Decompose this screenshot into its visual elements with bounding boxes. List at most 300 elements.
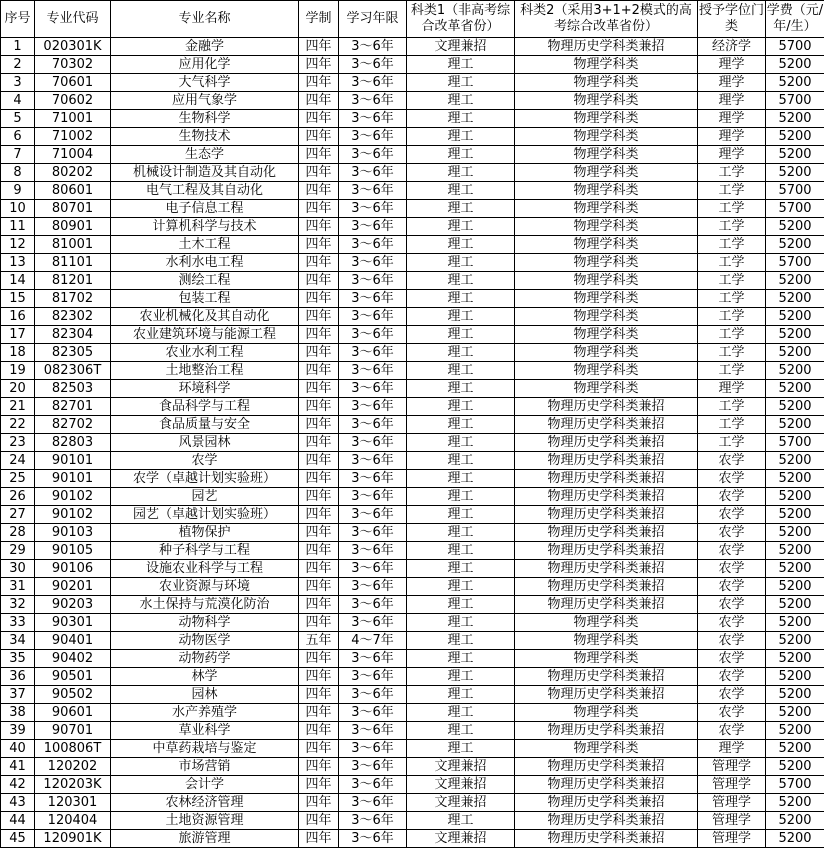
table-row [1, 56, 824, 74]
cell-seq: 36 [1, 668, 35, 686]
cell-fee: 5200 [766, 542, 824, 560]
cell-seq: 41 [1, 758, 35, 776]
table-row [1, 110, 824, 128]
cell-duration: 四年 [299, 434, 339, 452]
cell-years: 3～6年 [339, 398, 407, 416]
cell-seq: 25 [1, 470, 35, 488]
cell-category-2: 物理学科类 [515, 344, 698, 362]
cell-code: 90601 [35, 704, 111, 722]
cell-duration: 四年 [299, 272, 339, 290]
table-row [1, 164, 824, 182]
cell-seq: 5 [1, 110, 35, 128]
cell-category-2: 物理历史学科类兼招 [515, 668, 698, 686]
cell-category-2: 物理学科类 [515, 380, 698, 398]
cell-duration: 四年 [299, 614, 339, 632]
cell-category-1: 理工 [407, 686, 515, 704]
cell-years: 3～6年 [339, 794, 407, 812]
cell-category-2: 物理历史学科类兼招 [515, 578, 698, 596]
cell-code: 82503 [35, 380, 111, 398]
cell-fee: 5200 [766, 830, 824, 848]
cell-code: 82803 [35, 434, 111, 452]
cell-duration: 四年 [299, 596, 339, 614]
cell-category-2: 物理学科类 [515, 704, 698, 722]
cell-category-2: 物理历史学科类兼招 [515, 812, 698, 830]
cell-name: 机械设计制造及其自动化 [111, 164, 299, 182]
cell-category-2: 物理历史学科类兼招 [515, 470, 698, 488]
cell-category-1: 理工 [407, 470, 515, 488]
cell-category-1: 理工 [407, 272, 515, 290]
cell-years: 3～6年 [339, 470, 407, 488]
cell-years: 3～6年 [339, 416, 407, 434]
cell-degree: 理学 [698, 74, 766, 92]
cell-name: 应用化学 [111, 56, 299, 74]
cell-years: 3～6年 [339, 542, 407, 560]
cell-fee: 5200 [766, 164, 824, 182]
cell-years: 3～6年 [339, 362, 407, 380]
cell-category-2: 物理学科类 [515, 110, 698, 128]
cell-code: 80701 [35, 200, 111, 218]
header-name: 专业名称 [111, 1, 299, 38]
table-row [1, 146, 824, 164]
cell-category-1: 理工 [407, 200, 515, 218]
table-row [1, 254, 824, 272]
cell-degree: 农学 [698, 488, 766, 506]
cell-degree: 工学 [698, 254, 766, 272]
cell-category-2: 物理学科类 [515, 218, 698, 236]
table-row [1, 128, 824, 146]
cell-degree: 工学 [698, 182, 766, 200]
cell-name: 农业建筑环境与能源工程 [111, 326, 299, 344]
cell-category-1: 理工 [407, 362, 515, 380]
cell-years: 3～6年 [339, 704, 407, 722]
header-row [1, 1, 824, 38]
cell-category-1: 理工 [407, 812, 515, 830]
cell-duration: 五年 [299, 632, 339, 650]
cell-duration: 四年 [299, 254, 339, 272]
cell-years: 3～6年 [339, 56, 407, 74]
cell-years: 3～6年 [339, 92, 407, 110]
cell-fee: 5200 [766, 704, 824, 722]
cell-duration: 四年 [299, 740, 339, 758]
cell-category-2: 物理历史学科类兼招 [515, 794, 698, 812]
cell-fee: 5200 [766, 722, 824, 740]
cell-name: 风景园林 [111, 434, 299, 452]
cell-years: 3～6年 [339, 128, 407, 146]
cell-code: 120901K [35, 830, 111, 848]
cell-name: 水土保持与荒漠化防治 [111, 596, 299, 614]
cell-duration: 四年 [299, 164, 339, 182]
cell-code: 82702 [35, 416, 111, 434]
cell-seq: 28 [1, 524, 35, 542]
cell-seq: 20 [1, 380, 35, 398]
cell-code: 82304 [35, 326, 111, 344]
table-row [1, 830, 824, 848]
table-row [1, 470, 824, 488]
table-row [1, 182, 824, 200]
cell-name: 食品质量与安全 [111, 416, 299, 434]
cell-category-1: 理工 [407, 650, 515, 668]
cell-degree: 农学 [698, 524, 766, 542]
table-row [1, 398, 824, 416]
cell-name: 土地资源管理 [111, 812, 299, 830]
cell-years: 3～6年 [339, 452, 407, 470]
cell-category-2: 物理历史学科类兼招 [515, 488, 698, 506]
table-row [1, 542, 824, 560]
cell-category-2: 物理学科类 [515, 272, 698, 290]
cell-years: 3～6年 [339, 74, 407, 92]
cell-name: 设施农业科学与工程 [111, 560, 299, 578]
cell-code: 100806T [35, 740, 111, 758]
cell-degree: 农学 [698, 614, 766, 632]
cell-degree: 工学 [698, 344, 766, 362]
cell-code: 81201 [35, 272, 111, 290]
cell-category-1: 文理兼招 [407, 758, 515, 776]
cell-duration: 四年 [299, 416, 339, 434]
cell-fee: 5200 [766, 452, 824, 470]
cell-name: 测绘工程 [111, 272, 299, 290]
cell-duration: 四年 [299, 128, 339, 146]
cell-category-1: 理工 [407, 254, 515, 272]
table-row [1, 38, 824, 56]
cell-category-1: 理工 [407, 56, 515, 74]
cell-category-1: 理工 [407, 416, 515, 434]
table-row [1, 74, 824, 92]
cell-code: 90102 [35, 488, 111, 506]
cell-name: 动物药学 [111, 650, 299, 668]
cell-fee: 5200 [766, 362, 824, 380]
cell-category-1: 理工 [407, 236, 515, 254]
cell-category-1: 理工 [407, 110, 515, 128]
cell-category-1: 理工 [407, 128, 515, 146]
cell-fee: 5200 [766, 812, 824, 830]
cell-fee: 5200 [766, 740, 824, 758]
cell-code: 82305 [35, 344, 111, 362]
cell-degree: 工学 [698, 434, 766, 452]
cell-name: 园艺 [111, 488, 299, 506]
cell-code: 71001 [35, 110, 111, 128]
cell-degree: 工学 [698, 272, 766, 290]
cell-degree: 农学 [698, 650, 766, 668]
cell-duration: 四年 [299, 758, 339, 776]
cell-code: 120202 [35, 758, 111, 776]
cell-years: 3～6年 [339, 686, 407, 704]
cell-code: 70302 [35, 56, 111, 74]
cell-code: 90103 [35, 524, 111, 542]
cell-fee: 5200 [766, 506, 824, 524]
cell-degree: 农学 [698, 506, 766, 524]
table-row [1, 326, 824, 344]
cell-degree: 管理学 [698, 776, 766, 794]
cell-name: 市场营销 [111, 758, 299, 776]
cell-years: 3～6年 [339, 308, 407, 326]
cell-years: 4～7年 [339, 632, 407, 650]
cell-seq: 24 [1, 452, 35, 470]
cell-category-1: 理工 [407, 560, 515, 578]
cell-fee: 5200 [766, 488, 824, 506]
cell-category-1: 理工 [407, 218, 515, 236]
cell-seq: 3 [1, 74, 35, 92]
cell-code: 90501 [35, 668, 111, 686]
cell-category-2: 物理学科类 [515, 650, 698, 668]
cell-duration: 四年 [299, 578, 339, 596]
table-row [1, 380, 824, 398]
cell-seq: 26 [1, 488, 35, 506]
cell-category-1: 理工 [407, 542, 515, 560]
cell-category-2: 物理学科类 [515, 56, 698, 74]
cell-seq: 8 [1, 164, 35, 182]
cell-degree: 工学 [698, 218, 766, 236]
cell-code: 020301K [35, 38, 111, 56]
cell-code: 80901 [35, 218, 111, 236]
table-row [1, 794, 824, 812]
header-years: 学习年限 [339, 1, 407, 38]
table-row [1, 452, 824, 470]
cell-years: 3～6年 [339, 344, 407, 362]
table-row [1, 362, 824, 380]
cell-name: 环境科学 [111, 380, 299, 398]
cell-degree: 农学 [698, 596, 766, 614]
cell-seq: 33 [1, 614, 35, 632]
cell-category-1: 理工 [407, 380, 515, 398]
cell-years: 3～6年 [339, 254, 407, 272]
cell-seq: 6 [1, 128, 35, 146]
cell-fee: 5200 [766, 524, 824, 542]
cell-degree: 理学 [698, 92, 766, 110]
cell-seq: 21 [1, 398, 35, 416]
cell-category-1: 文理兼招 [407, 38, 515, 56]
cell-code: 90502 [35, 686, 111, 704]
cell-years: 3～6年 [339, 578, 407, 596]
table-row [1, 506, 824, 524]
cell-fee: 5700 [766, 776, 824, 794]
cell-category-1: 理工 [407, 146, 515, 164]
cell-category-1: 理工 [407, 704, 515, 722]
cell-name: 中草药栽培与鉴定 [111, 740, 299, 758]
cell-seq: 43 [1, 794, 35, 812]
cell-years: 3～6年 [339, 812, 407, 830]
cell-duration: 四年 [299, 362, 339, 380]
cell-name: 水产养殖学 [111, 704, 299, 722]
cell-category-1: 理工 [407, 596, 515, 614]
cell-degree: 农学 [698, 578, 766, 596]
table-row [1, 524, 824, 542]
table-row [1, 704, 824, 722]
cell-duration: 四年 [299, 200, 339, 218]
cell-duration: 四年 [299, 794, 339, 812]
cell-years: 3～6年 [339, 650, 407, 668]
table-row [1, 686, 824, 704]
cell-name: 林学 [111, 668, 299, 686]
cell-seq: 37 [1, 686, 35, 704]
cell-years: 3～6年 [339, 38, 407, 56]
cell-name: 生物技术 [111, 128, 299, 146]
cell-name: 电子信息工程 [111, 200, 299, 218]
table-row [1, 812, 824, 830]
cell-fee: 5700 [766, 38, 824, 56]
cell-category-1: 理工 [407, 92, 515, 110]
cell-degree: 工学 [698, 236, 766, 254]
cell-years: 3～6年 [339, 326, 407, 344]
cell-code: 81001 [35, 236, 111, 254]
cell-years: 3～6年 [339, 524, 407, 542]
cell-years: 3～6年 [339, 290, 407, 308]
cell-years: 3～6年 [339, 506, 407, 524]
cell-name: 农业水利工程 [111, 344, 299, 362]
cell-degree: 工学 [698, 326, 766, 344]
cell-seq: 11 [1, 218, 35, 236]
cell-degree: 工学 [698, 308, 766, 326]
cell-degree: 农学 [698, 542, 766, 560]
cell-seq: 13 [1, 254, 35, 272]
cell-category-2: 物理学科类 [515, 164, 698, 182]
cell-fee: 5200 [766, 650, 824, 668]
cell-seq: 10 [1, 200, 35, 218]
cell-fee: 5200 [766, 578, 824, 596]
header-degree: 授予学位门类 [698, 1, 766, 38]
cell-years: 3～6年 [339, 272, 407, 290]
table-row [1, 236, 824, 254]
cell-duration: 四年 [299, 524, 339, 542]
cell-fee: 5700 [766, 254, 824, 272]
table-row [1, 560, 824, 578]
cell-category-1: 理工 [407, 740, 515, 758]
cell-code: 90106 [35, 560, 111, 578]
table-row [1, 218, 824, 236]
cell-category-1: 理工 [407, 524, 515, 542]
cell-name: 园林 [111, 686, 299, 704]
cell-years: 3～6年 [339, 596, 407, 614]
cell-seq: 12 [1, 236, 35, 254]
cell-duration: 四年 [299, 776, 339, 794]
cell-category-2: 物理历史学科类兼招 [515, 686, 698, 704]
cell-years: 3～6年 [339, 110, 407, 128]
cell-fee: 5200 [766, 326, 824, 344]
cell-category-2: 物理学科类 [515, 614, 698, 632]
cell-code: 120301 [35, 794, 111, 812]
header-seq: 序号 [1, 1, 35, 38]
cell-name: 动物科学 [111, 614, 299, 632]
cell-years: 3～6年 [339, 182, 407, 200]
table-row [1, 776, 824, 794]
table-row [1, 488, 824, 506]
cell-category-1: 文理兼招 [407, 776, 515, 794]
cell-duration: 四年 [299, 308, 339, 326]
cell-years: 3～6年 [339, 560, 407, 578]
cell-name: 包装工程 [111, 290, 299, 308]
cell-duration: 四年 [299, 56, 339, 74]
cell-fee: 5200 [766, 758, 824, 776]
cell-seq: 22 [1, 416, 35, 434]
cell-degree: 管理学 [698, 830, 766, 848]
table-row [1, 632, 824, 650]
cell-category-1: 理工 [407, 668, 515, 686]
cell-code: 80601 [35, 182, 111, 200]
cell-seq: 17 [1, 326, 35, 344]
cell-category-1: 理工 [407, 722, 515, 740]
cell-code: 80202 [35, 164, 111, 182]
cell-code: 82302 [35, 308, 111, 326]
cell-duration: 四年 [299, 380, 339, 398]
cell-category-1: 理工 [407, 506, 515, 524]
cell-name: 生态学 [111, 146, 299, 164]
cell-name: 计算机科学与技术 [111, 218, 299, 236]
cell-degree: 农学 [698, 560, 766, 578]
table-row [1, 758, 824, 776]
cell-duration: 四年 [299, 812, 339, 830]
cell-seq: 19 [1, 362, 35, 380]
table-row [1, 200, 824, 218]
cell-years: 3～6年 [339, 758, 407, 776]
cell-duration: 四年 [299, 668, 339, 686]
cell-category-2: 物理学科类 [515, 308, 698, 326]
cell-seq: 40 [1, 740, 35, 758]
cell-fee: 5200 [766, 344, 824, 362]
cell-duration: 四年 [299, 830, 339, 848]
cell-degree: 工学 [698, 362, 766, 380]
cell-fee: 5700 [766, 200, 824, 218]
cell-fee: 5200 [766, 74, 824, 92]
cell-years: 3～6年 [339, 668, 407, 686]
cell-duration: 四年 [299, 650, 339, 668]
cell-fee: 5200 [766, 416, 824, 434]
cell-name: 农业机械化及其自动化 [111, 308, 299, 326]
cell-fee: 5200 [766, 398, 824, 416]
cell-degree: 农学 [698, 722, 766, 740]
cell-category-1: 理工 [407, 308, 515, 326]
cell-duration: 四年 [299, 704, 339, 722]
cell-category-1: 文理兼招 [407, 794, 515, 812]
cell-seq: 44 [1, 812, 35, 830]
cell-fee: 5200 [766, 686, 824, 704]
cell-duration: 四年 [299, 182, 339, 200]
cell-category-2: 物理历史学科类兼招 [515, 452, 698, 470]
cell-degree: 工学 [698, 416, 766, 434]
cell-fee: 5200 [766, 272, 824, 290]
cell-code: 90301 [35, 614, 111, 632]
cell-name: 大气科学 [111, 74, 299, 92]
cell-years: 3～6年 [339, 488, 407, 506]
cell-category-2: 物理历史学科类兼招 [515, 398, 698, 416]
cell-degree: 工学 [698, 290, 766, 308]
cell-years: 3～6年 [339, 146, 407, 164]
cell-fee: 5200 [766, 290, 824, 308]
header-duration: 学制 [299, 1, 339, 38]
cell-category-2: 物理历史学科类兼招 [515, 776, 698, 794]
header-category-1: 科类1（非高考综合改革省份） [407, 1, 515, 38]
cell-seq: 42 [1, 776, 35, 794]
cell-years: 3～6年 [339, 614, 407, 632]
cell-degree: 农学 [698, 686, 766, 704]
cell-years: 3～6年 [339, 830, 407, 848]
cell-category-1: 理工 [407, 452, 515, 470]
cell-category-2: 物理历史学科类兼招 [515, 524, 698, 542]
table-header [1, 1, 824, 38]
cell-years: 3～6年 [339, 164, 407, 182]
cell-fee: 5200 [766, 380, 824, 398]
cell-category-2: 物理历史学科类兼招 [515, 830, 698, 848]
cell-duration: 四年 [299, 38, 339, 56]
table-row [1, 434, 824, 452]
cell-name: 农学 [111, 452, 299, 470]
cell-fee: 5200 [766, 470, 824, 488]
cell-degree: 理学 [698, 56, 766, 74]
cell-name: 水利水电工程 [111, 254, 299, 272]
cell-name: 土地整治工程 [111, 362, 299, 380]
cell-degree: 理学 [698, 740, 766, 758]
cell-code: 90101 [35, 452, 111, 470]
cell-name: 草业科学 [111, 722, 299, 740]
cell-years: 3～6年 [339, 434, 407, 452]
